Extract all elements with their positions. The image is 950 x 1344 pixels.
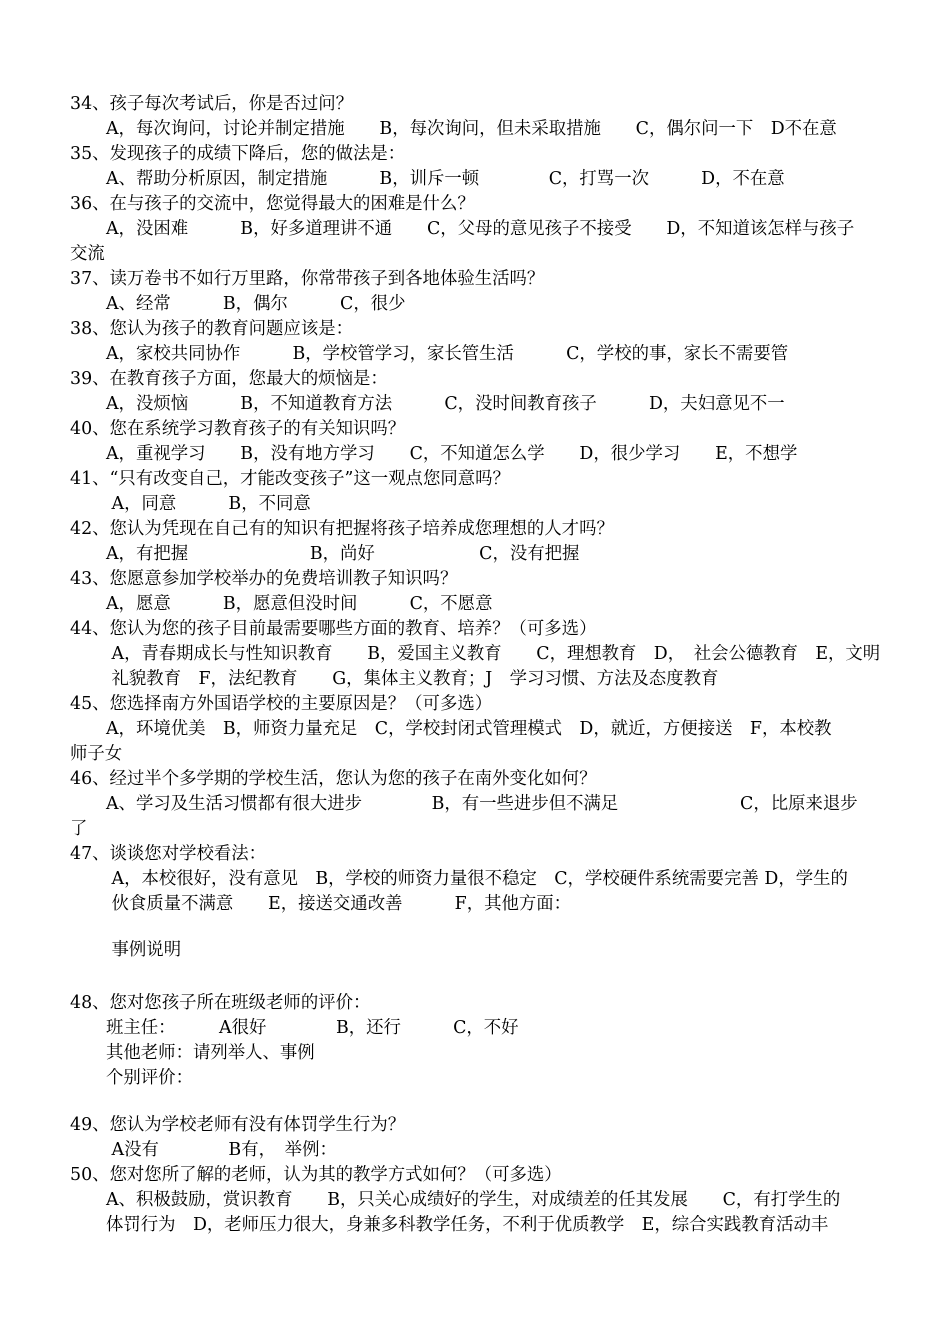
answer-options-text: A，环境优美 B，师资力量充足 C，学校封闭式管理模式 D，就近，方便接送 F，本校教 bbox=[106, 719, 832, 739]
question-text: 39、在教育孩子方面，您最大的烦恼是： bbox=[70, 369, 388, 389]
answer-options-text: A，同意 B，不同意 bbox=[106, 494, 311, 514]
answer-options-text: 交流 bbox=[70, 244, 105, 264]
answer-options-text: A，青春期成长与性知识教育 B，爱国主义教育 C，理想教育 D， 社会公德教育 E，文明 bbox=[106, 644, 881, 664]
answer-options-text: 个别评价： bbox=[106, 1068, 193, 1088]
answer-options-text: A、经常 B，偶尔 C，很少 bbox=[106, 294, 406, 314]
answer-options-text: A、帮助分析原因，制定措施 B，训斥一顿 C，打骂一次 D，不在意 bbox=[106, 169, 785, 189]
answer-options-text: A，没烦恼 B，不知道教育方法 C，没时间教育孩子 D，夫妇意见不一 bbox=[106, 394, 785, 414]
question-text: 43、您愿意参加学校举办的免费培训教子知识吗？ bbox=[70, 569, 458, 589]
question-text: 45、您选择南方外国语学校的主要原因是？（可多选） bbox=[70, 694, 493, 714]
answer-options-text: 其他老师：请列举人、事例 bbox=[106, 1043, 315, 1063]
question-text: 48、您对您孩子所在班级老师的评价： bbox=[70, 993, 371, 1013]
question-text: 42、您认为凭现在自己有的知识有把握将孩子培养成您理想的人才吗？ bbox=[70, 519, 614, 539]
question-text: 44、您认为您的孩子目前最需要哪些方面的教育、培养？（可多选） bbox=[70, 619, 597, 639]
question-text: 35、发现孩子的成绩下降后，您的做法是： bbox=[70, 144, 406, 164]
question-text: 34、孩子每次考试后，你是否过问？ bbox=[70, 94, 353, 114]
answer-options-text: 伙食质量不满意 E，接送交通改善 F，其他方面： bbox=[106, 894, 572, 914]
answer-options-text: A，愿意 B，愿意但没时间 C，不愿意 bbox=[106, 594, 493, 614]
question-text: 50、您对您所了解的老师，认为其的教学方式如何？（可多选） bbox=[70, 1165, 562, 1185]
answer-options-text: A，本校很好，没有意见 B，学校的师资力量很不稳定 C，学校硬件系统需要完善 D，学生的 bbox=[106, 869, 848, 889]
answer-options-text: A、学习及生活习惯都有很大进步 B，有一些进步但不满足 C，比原来退步 bbox=[106, 794, 858, 814]
question-text: 38、您认为孩子的教育问题应该是： bbox=[70, 319, 353, 339]
answer-options-text: A、积极鼓励，赏识教育 B，只关心成绩好的学生，对成绩差的任其发展 C，有打学生的 bbox=[106, 1190, 841, 1210]
answer-options-text: 体罚行为 D，老师压力很大，身兼多科教学任务，不利于优质教学 E，综合实践教育活动丰 bbox=[106, 1215, 829, 1235]
answer-options-text: 事例说明 bbox=[106, 940, 182, 960]
answer-options-text: 班主任： A很好 B，还行 C，不好 bbox=[106, 1018, 519, 1038]
answer-options-text: A，家校共同协作 B，学校管学习，家长管生活 C，学校的事，家长不需要管 bbox=[106, 344, 789, 364]
answer-options-text: 师子女 bbox=[70, 744, 123, 764]
question-text: 49、您认为学校老师有没有体罚学生行为？ bbox=[70, 1115, 406, 1135]
question-text: 40、您在系统学习教育孩子的有关知识吗？ bbox=[70, 419, 406, 439]
question-text: 36、在与孩子的交流中，您觉得最大的困难是什么？ bbox=[70, 194, 475, 214]
answer-options-text: A，没困难 B，好多道理讲不通 C，父母的意见孩子不接受 D，不知道该怎样与孩子 bbox=[106, 219, 855, 239]
question-text: 41、“只有改变自己，才能改变孩子”这一观点您同意吗？ bbox=[70, 469, 510, 489]
answer-options-text: 礼貌教育 F，法纪教育 G，集体主义教育；J 学习习惯、方法及态度教育 bbox=[106, 669, 719, 689]
answer-options-text: A，每次询问，讨论并制定措施 B，每次询问，但未采取措施 C，偶尔问一下 D不在意 bbox=[106, 119, 837, 139]
answer-options-text: A没有 B有， 举例： bbox=[106, 1140, 337, 1160]
question-text: 37、读万卷书不如行万里路，你常带孩子到各地体验生活吗？ bbox=[70, 269, 545, 289]
answer-options-text: A，重视学习 B，没有地方学习 C，不知道怎么学 D，很少学习 E，不想学 bbox=[106, 444, 798, 464]
question-text: 47、谈谈您对学校看法： bbox=[70, 844, 267, 864]
answer-options-text: A，有把握 B，尚好 C，没有把握 bbox=[106, 544, 580, 564]
question-text: 46、经过半个多学期的学校生活，您认为您的孩子在南外变化如何？ bbox=[70, 769, 597, 789]
answer-options-text: 了 bbox=[70, 819, 88, 839]
